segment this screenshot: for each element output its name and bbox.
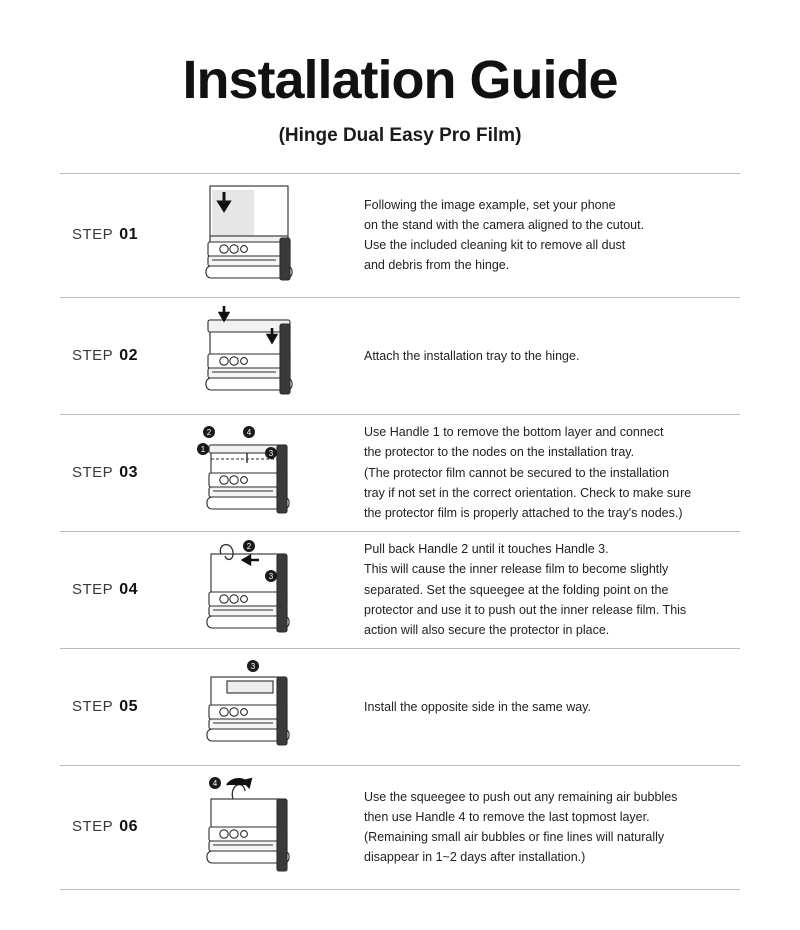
step-text-line: action will also secure the protector in place. [364,623,610,638]
step-figure-05 [182,655,322,759]
step-row [60,298,740,415]
step-row [60,532,740,649]
step-number: 05 [119,697,138,715]
step-text-line: disappear in 1~2 days after installation.) [364,850,586,865]
opposite-side-install-icon [187,655,317,759]
step-word: STEP [72,346,114,364]
page-subtitle: (Hinge Dual Easy Pro Film) [278,124,522,146]
step-text-line: Pull back Handle 2 until it touches Handle 3. [364,542,609,557]
step-number: 02 [119,346,138,364]
marker-label: 3 [268,448,274,458]
handle-four-remove-icon [187,771,317,883]
step-figure-06 [182,771,322,883]
step-figure-03 [182,419,322,527]
step-row [60,415,740,532]
step-text [322,787,740,868]
step-text [322,422,740,523]
step-text-line: Following the image example, set your phone [364,197,616,212]
step-text [322,195,740,276]
step-figure-04 [182,536,322,644]
marker-label: 2 [246,541,252,551]
handle-one-remove-icon [187,419,317,527]
step-text-line: Use the squeegee to push out any remaining air bubbles [364,789,678,804]
marker-label: 4 [246,427,252,437]
step-row [60,766,740,890]
step-text-line: then use Handle 4 to remove the last topmost layer. [364,809,650,824]
marker-label: 1 [200,444,206,454]
step-word: STEP [72,697,114,715]
step-text-line: protector and use it to push out the inner release film. This [364,602,687,617]
step-label [60,581,182,599]
marker-label: 4 [212,779,218,789]
step-text [322,697,740,717]
document-header [0,0,800,147]
step-label [60,818,182,836]
down-arrow-icon [220,306,228,320]
step-number: 04 [119,580,138,598]
curved-arrow-icon [227,779,251,787]
step-text-line: (The protector film cannot be secured to the installation [364,465,670,480]
step-text-line: Attach the installation tray to the hinge. [364,348,580,363]
step-text-line: and debris from the hinge. [364,258,510,273]
handle-two-pullback-icon [187,536,317,644]
step-word: STEP [72,580,114,598]
step-text-line: separated. Set the squeegee at the folding point on the [364,582,669,597]
marker-label: 3 [250,661,256,671]
step-text-line: (Remaining small air bubbles or fine lines will naturally [364,830,665,845]
step-row [60,649,740,766]
step-label [60,347,182,365]
step-number: 01 [119,226,138,244]
step-text-line: Use Handle 1 to remove the bottom layer and connect [364,425,664,440]
tray-attach-icon [192,304,312,408]
step-number: 06 [119,818,138,836]
step-text [322,539,740,640]
step-text-line: on the stand with the camera aligned to the cutout. [364,217,645,232]
marker-label: 3 [268,571,274,581]
step-label [60,464,182,482]
step-label [60,698,182,716]
step-word: STEP [72,818,114,836]
step-figure-01 [182,180,322,290]
step-text-line: This will cause the inner release film to become slightly [364,562,669,577]
marker-label: 2 [206,427,212,437]
step-figure-02 [182,304,322,408]
steps-list [60,173,740,890]
step-word: STEP [72,463,114,481]
step-text [322,346,740,366]
step-text-line: the protector to the nodes on the installation tray. [364,445,635,460]
step-text-line: Use the included cleaning kit to remove all dust [364,238,626,253]
step-label [60,226,182,244]
phone-on-stand-icon [192,180,312,290]
step-text-line: Install the opposite side in the same way. [364,699,591,714]
step-row [60,174,740,298]
step-text-line: the protector film is properly attached to the tray's nodes.) [364,506,683,521]
step-number: 03 [119,463,138,481]
step-word: STEP [72,226,114,244]
step-text-line: tray if not set in the correct orientation. Check to make sure [364,485,692,500]
page-title: Installation Guide [182,50,618,110]
